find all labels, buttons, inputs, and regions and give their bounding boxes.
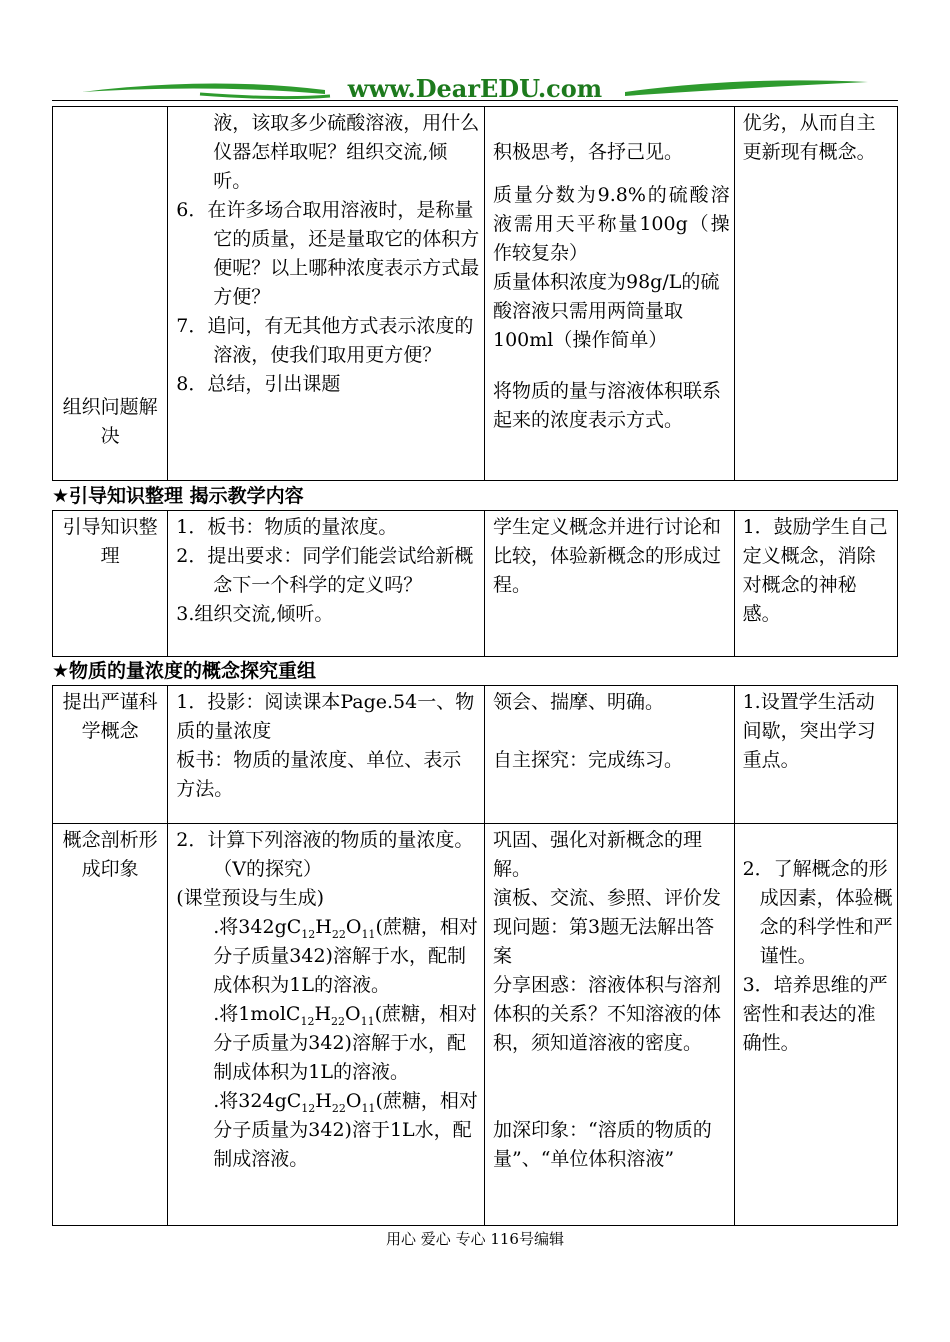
- list-item: 1．板书：物质的量浓度。: [176, 516, 398, 538]
- lesson-table-1: [52, 106, 898, 481]
- page-footer: 用心 爱心 专心 116号编辑: [386, 1230, 564, 1248]
- list-item: 3.组织交流,倾听。: [176, 603, 334, 625]
- design-intent: 1．鼓励学生自己定义概念，消除对概念的神秘感。: [734, 511, 897, 657]
- student-activity: 领会、揣摩、明确。 自主探究：完成练习。: [485, 686, 735, 824]
- stage-label: 提出严谨科学概念: [53, 686, 168, 824]
- table-row: [53, 107, 898, 481]
- section-heading-concept: ★物质的量浓度的概念探究重组: [52, 660, 317, 682]
- exercise-2: .将$1molC_{12}H_{22}O_{11}$(蔗糖，相对分子质量为342)溶解于水，配制成体积为1L的溶液。: [213, 1003, 478, 1083]
- teacher-activity: 2．计算下列溶液的物质的量浓度。（V的探究） (课堂预设与生成) .将$342gC_{12}H_{22}O_{11}$(蔗糖，相对分子质量342)溶解于水，配制成体积为1L的溶液。 .将$1molC_{12}H_{22}O_{11}$(蔗糖，相对分子质量为342)溶解于水，配制成体积为1L的溶液。 .将$324gC_{12}H_{22}O_{11}$(蔗糖，相对分子质量为342)溶于1L水，配制成溶液。: [168, 824, 485, 1226]
- header-rule: [52, 100, 898, 101]
- site-banner: [80, 70, 870, 110]
- design-intent: 优劣，从而自主更新现有概念。: [734, 107, 897, 481]
- table-row: [53, 824, 898, 1226]
- list-item: 6．在许多场合取用溶液时，是称量它的质量，还是量取它的体积方便呢？以上哪种浓度表示方式最方便？: [176, 199, 480, 308]
- banner-site-text[interactable]: www.DearEDU.com: [347, 74, 603, 103]
- lesson-table-3: [52, 685, 898, 1226]
- list-item: 2．提出要求：同学们能尝试给新概念下一个科学的定义吗？: [176, 545, 474, 596]
- lesson-table-2: [52, 510, 898, 657]
- stage-label: 概念剖析形成印象: [53, 824, 168, 1226]
- list-item: 8．总结，引出课题: [176, 373, 341, 395]
- design-intent: 1.设置学生活动间歇，突出学习重点。: [734, 686, 897, 824]
- student-activity: 学生定义概念并进行讨论和比较，体验新概念的形成过程。: [485, 511, 735, 657]
- table-row: [53, 511, 898, 657]
- section-heading-guide: ★引导知识整理 揭示教学内容: [52, 485, 304, 507]
- stage-label: 组织问题解决: [53, 107, 168, 481]
- exercise-1: .将$342gC_{12}H_{22}O_{11}$(蔗糖，相对分子质量342)溶解于水，配制成体积为1L的溶液。: [213, 916, 478, 996]
- banner-swoosh-left: [82, 83, 325, 94]
- teacher-activity: 1．投影：阅读课本Page.54一、物质的量浓度 板书：物质的量浓度、单位、表示方法。: [168, 686, 485, 824]
- table-row: [53, 686, 898, 824]
- stage-label: 引导知识整理: [53, 511, 168, 657]
- list-item: 7．追问，有无其他方式表示浓度的溶液，使我们取用更方便？: [176, 315, 474, 366]
- teacher-activity: [168, 511, 485, 657]
- student-activity: 巩固、强化对新概念的理解。 演板、交流、参照、评价发现问题：第3题无法解出答案 分享困惑：溶液体积与溶剂体积的关系？不知溶液的体积，须知道溶液的密度。 加深印象：“溶质的物质的量”、“单位体积溶液”: [485, 824, 735, 1226]
- teacher-activity: 液，该取多少硫酸溶液，用什么仪器怎样取呢？组织交流,倾听。 6．在许多场合取用溶液时，是称量它的质量，还是量取它的体积方便呢？以上哪种浓度表示方式最方便？ 7．追问，有无其他方式表示浓度的溶液，使我们取用更方便？ 8．总结，引出课题: [168, 107, 485, 481]
- student-activity: 积极思考，各抒己见。 质量分数为9.8%的硫酸溶液需用天平称量100g（操作较复杂） 质量体积浓度为98g/L的硫酸溶液只需用两筒量取100ml（操作简单） 将物质的量与溶液体积联系起来的浓度表示方式。: [485, 107, 735, 481]
- banner-swoosh-right: [625, 80, 868, 96]
- design-intent: 2．了解概念的形成因素，体验概念的科学性和严谨性。 3．培养思维的严密性和表达的准确性。: [734, 824, 897, 1226]
- exercise-3: .将$324gC_{12}H_{22}O_{11}$(蔗糖，相对分子质量为342)溶于1L水，配制成溶液。: [213, 1090, 478, 1170]
